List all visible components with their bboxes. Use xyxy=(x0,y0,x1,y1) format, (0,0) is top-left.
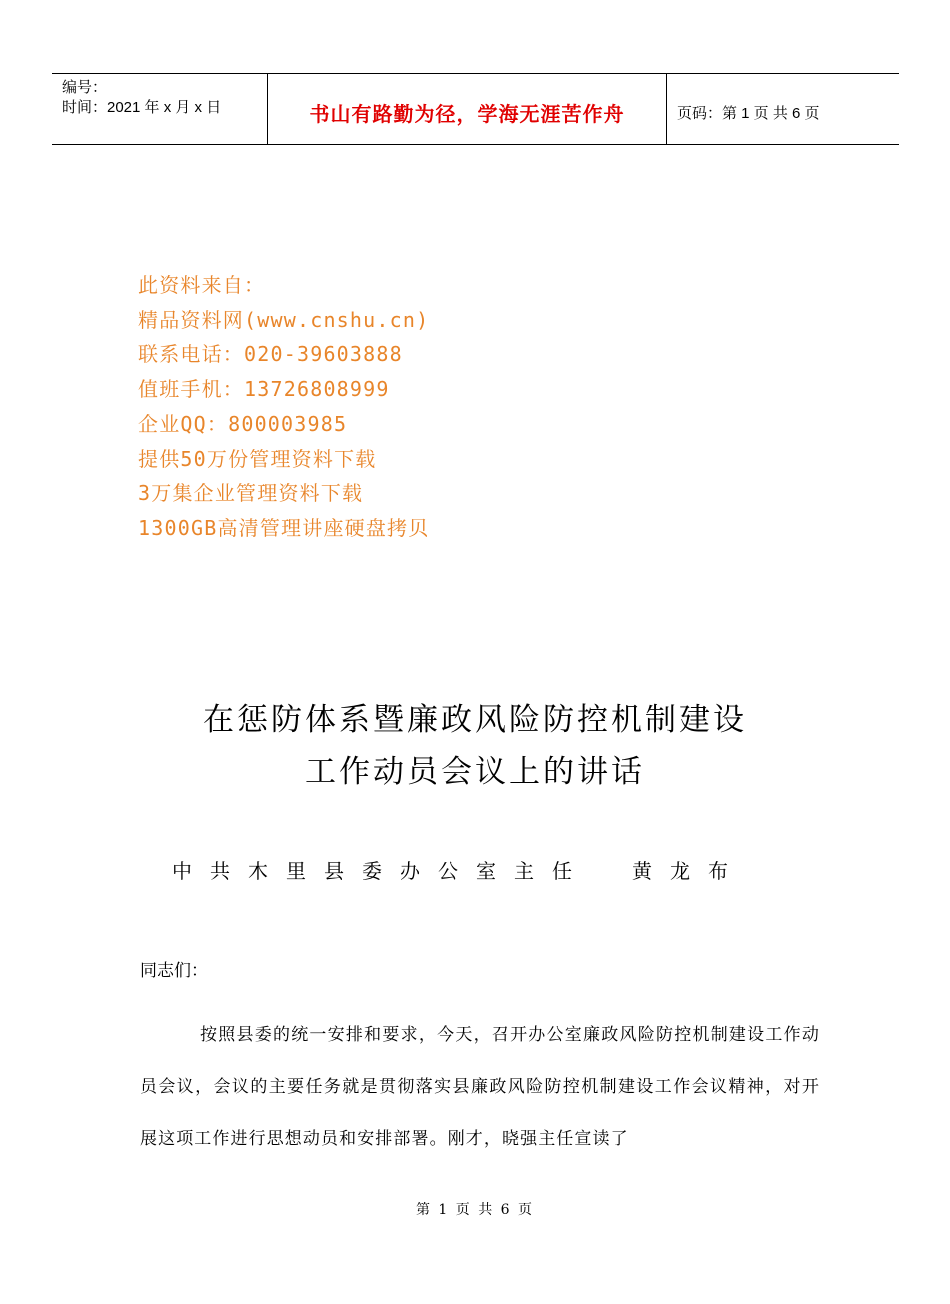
header-divider xyxy=(666,74,667,144)
ad-line: 精品资料网(www.cnshu.cn) xyxy=(138,307,430,332)
ad-line: 提供50万份管理资料下载 xyxy=(138,446,377,471)
ad-line: 1300GB高清管理讲座硬盘拷贝 xyxy=(138,515,430,540)
ad-line: 联系电话：020-39603888 xyxy=(138,342,403,367)
speech-body xyxy=(140,953,820,1165)
title-line: 工作动员会议上的讲话 xyxy=(305,754,645,790)
author-name: 黄龙布 xyxy=(632,859,746,883)
ad-line: 此资料来自： xyxy=(138,273,266,297)
header-meta xyxy=(62,78,221,118)
ad-line: 值班手机：13726808999 xyxy=(138,377,390,402)
body-paragraph: 按照县委的统一安排和要求，今天，召开办公室廉政风险防控机制建设工作动员会议，会议的主要任务就是贯彻落实县廉政风险防控机制建设工作会议精神，对开展这项工作进行思想动员和安排部署。刚才，晓强主任宣读了 xyxy=(140,1025,820,1149)
advertisement-block xyxy=(138,268,429,546)
author-line xyxy=(172,855,746,884)
header-motto: 书山有路勤为径，学海无涯苦作舟 xyxy=(309,102,625,126)
title-line: 在惩防体系暨廉政风险防控机制建设 xyxy=(203,702,747,738)
date-label: 时间：2021 年 x 月 x 日 xyxy=(62,99,222,116)
salutation: 同志们： xyxy=(140,961,208,981)
ad-line: 企业QQ：800003985 xyxy=(138,411,348,436)
header-page-info: 页码：第 1 页 共 6 页 xyxy=(677,105,820,122)
page-footer: 第 1 页 共 6 页 xyxy=(415,1202,535,1218)
document-header xyxy=(52,73,899,145)
ad-line: 3万集企业管理资料下载 xyxy=(138,481,364,506)
author-organization: 中共木里县委办公室主任 xyxy=(172,859,590,883)
serial-number-label: 编号： xyxy=(62,79,108,96)
document-title xyxy=(0,694,950,798)
